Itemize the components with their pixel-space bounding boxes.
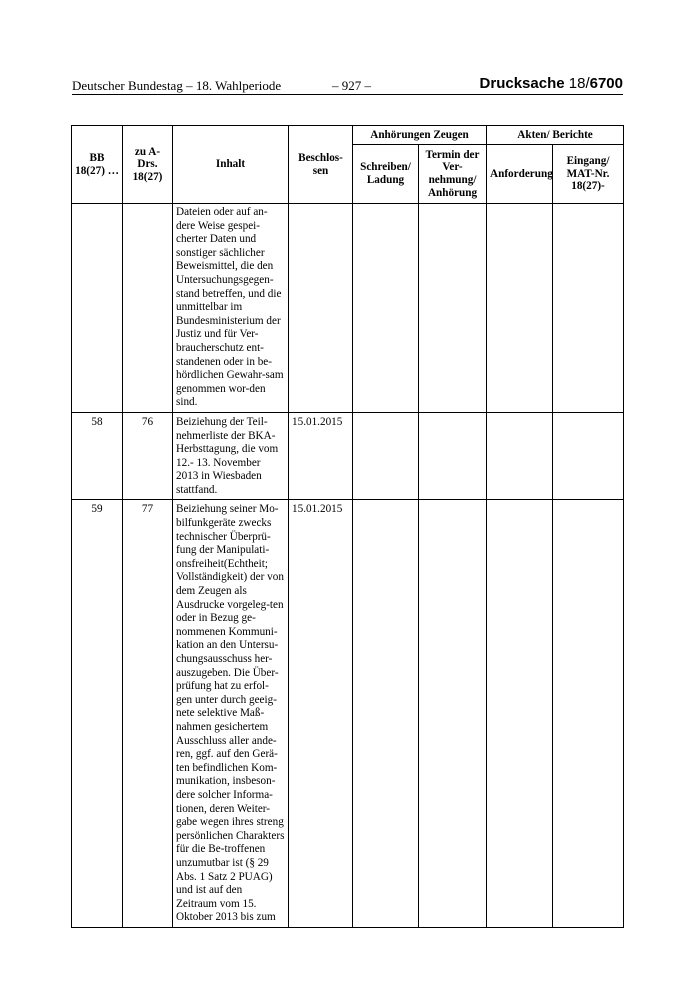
page-header: [72, 75, 623, 95]
drucksache-number-b: 6700: [589, 75, 623, 92]
drucksache-number-a: 18/: [568, 75, 590, 92]
cell-zu: [123, 204, 173, 413]
col-header-schreiben: Schreiben/ Ladung: [353, 145, 419, 204]
cell-anforderung: [487, 500, 553, 927]
cell-inhalt: Beiziehung seiner Mo-bilfunkgeräte zwecks technischer Überprü-fung der Manipulati-onsfreiheit(Echtheit; Vollständigkeit) der von dem Zeugen als Ausdrucke vorgeleg-ten oder in Bezug ge-nommenen Kommuni-kation an den Untersu-chungsausschuss her-auszugeben. Die Über-prüfung hat zu erfol-gen unter durch geeig-nete selektive Maß-nahmen gesichertem Ausschluss aller ande-ren, ggf. auf den Gerä-ten befindlichen Kom-munikation, insbeson-dere solcher Informa-tionen, deren Weiter-gabe wegen ihres streng persönlichen Charakters für die Be-troffenen unzumutbar ist (§ 29 Abs. 1 Satz 2 PUAG) und ist auf den Zeitraum vom 15. Oktober 2013 bis zum: [173, 500, 289, 927]
cell-schreiben: [353, 412, 419, 500]
col-header-inhalt: Inhalt: [173, 126, 289, 204]
col-header-beschlossen: Beschlos-sen: [289, 126, 353, 204]
col-header-zu-a-drs: zu A-Drs. 18(27): [123, 126, 173, 204]
col-header-anforderung: Anforderung: [487, 145, 553, 204]
cell-beschlossen: [289, 204, 353, 413]
cell-zu: 77: [123, 500, 173, 927]
cell-bb: [72, 204, 123, 413]
cell-anforderung: [487, 412, 553, 500]
col-group-akten: Akten/ Berichte: [487, 126, 624, 145]
cell-schreiben: [353, 204, 419, 413]
cell-bb: 59: [72, 500, 123, 927]
cell-termin: [419, 204, 487, 413]
table-row: [72, 500, 624, 927]
header-publication: Deutscher Bundestag – 18. Wahlperiode: [72, 78, 282, 93]
cell-termin: [419, 412, 487, 500]
col-header-bb: BB 18(27) …: [72, 126, 123, 204]
cell-eingang: [553, 412, 624, 500]
header-drucksache: [480, 75, 623, 92]
cell-termin: [419, 500, 487, 927]
cell-eingang: [553, 204, 624, 413]
col-header-eingang: Eingang/ MAT-Nr. 18(27)-: [553, 145, 624, 204]
cell-inhalt: Beiziehung der Teil-nehmerliste der BKA-Herbsttagung, die vom 12.- 13. November 2013 in Wiesbaden stattfand.: [173, 412, 289, 500]
col-header-termin: Termin der Ver-nehmung/ Anhörung: [419, 145, 487, 204]
cell-bb: 58: [72, 412, 123, 500]
cell-beschlossen: 15.01.2015: [289, 412, 353, 500]
cell-eingang: [553, 500, 624, 927]
table-row: [72, 412, 624, 500]
col-group-anhoerungen: Anhörungen Zeugen: [353, 126, 487, 145]
cell-schreiben: [353, 500, 419, 927]
beweisbeschluss-table: [71, 125, 624, 928]
cell-beschlossen: 15.01.2015: [289, 500, 353, 927]
cell-zu: 76: [123, 412, 173, 500]
header-page-number: – 927 –: [332, 78, 371, 93]
cell-inhalt: Dateien oder auf an-dere Weise gespei-cherter Daten und sonstiger sächlicher Beweismittel, die den Untersuchungsgegen-stand betreffen, und die unmittelbar im Bundesministerium der Justiz und für Ver-braucherschutz ent-standenen oder in be-hördlichen Gewahr-sam genommen wor-den sind.: [173, 204, 289, 413]
table-row: [72, 204, 624, 413]
cell-anforderung: [487, 204, 553, 413]
drucksache-label: Drucksache: [479, 75, 565, 92]
